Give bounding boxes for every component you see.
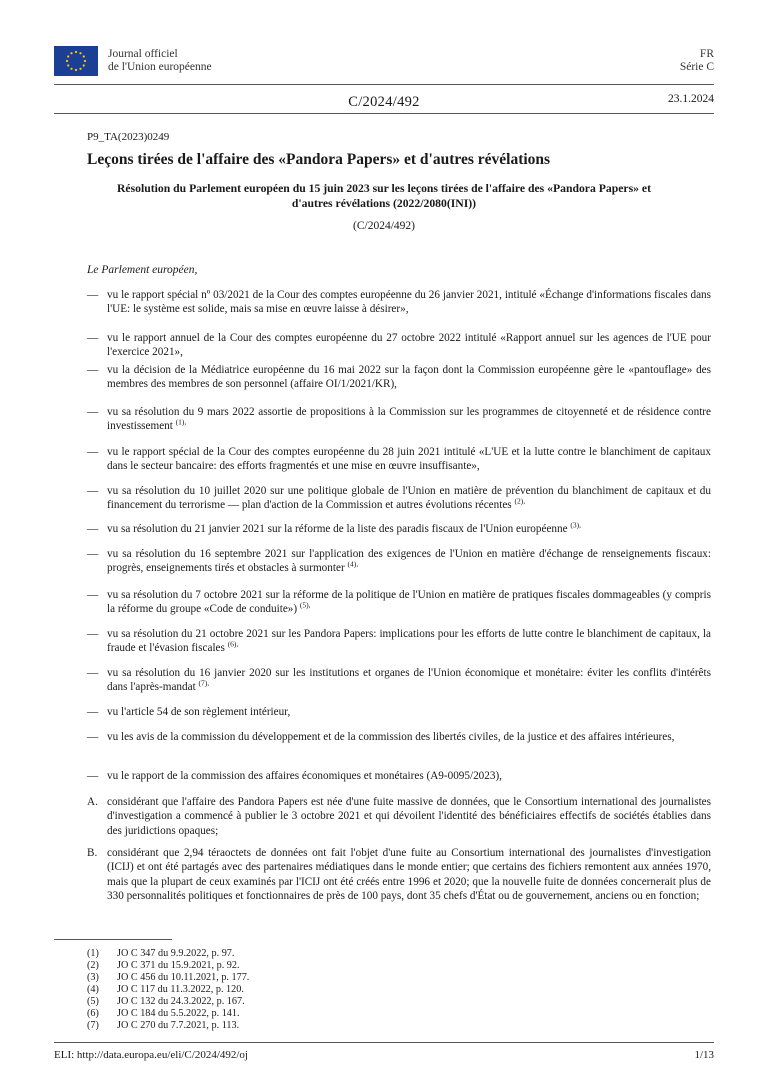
language-series [680,48,714,74]
journal-line1: Journal officiel [108,48,178,60]
publication-date: 23.1.2024 [668,93,714,105]
flag-star [67,64,69,66]
footer-rule [54,1042,714,1043]
eli-link[interactable]: ELI: http://data.europa.eu/eli/C/2024/492/oj [54,1049,248,1061]
footnote-separator [54,939,172,940]
header-rule-bottom [54,113,714,114]
document-reference: C/2024/492 [348,94,420,110]
flag-star [83,55,85,57]
citation-item: — vu le rapport annuel de la Cour des comptes européenne du 27 octobre 2022 intitulé «Rapport annuel sur les agences de l'UE pour l'exercice 2021», [87,332,711,359]
citation-item: — vu sa résolution du 21 janvier 2021 sur la réforme de la liste des paradis fiscaux de l'Union européenne $^{(3),}$ [87,520,581,535]
flag-star [70,52,72,54]
flag-star [75,51,77,53]
citation-item: — vu sa résolution du 16 janvier 2020 sur les institutions et organes de l'Union économique et monétaire: éviter les conflits d'intérêts dans l'après-mandat $^{(7),}$ [87,667,711,694]
flag-star [79,68,81,70]
journal-line2: de l'Union européenne [108,61,212,73]
citation-item: — vu sa résolution du 21 octobre 2021 sur les Pandora Papers: implications pour les efforts de lutte contre le blanchiment de capitaux, la fraude et l'évasion fiscales $^{(6),}$ [87,628,711,655]
flag-star [83,64,85,66]
citation-item: — vu la décision de la Médiatrice européenne du 16 mai 2022 sur la façon dont la Commission européenne gère le «pantouflage» des membres des membres de son personnel (affaire OI/1/2021/KR), [87,364,711,391]
page-number: 1/13 [694,1049,714,1061]
footnote: (3) JO C 456 du 10.11.2021, p. 177. [87,972,250,983]
flag-star [70,68,72,70]
citation-item: — vu l'article 54 de son règlement intérieur, [87,706,291,718]
citation-item: — vu le rapport spécial nº 03/2021 de la Cour des comptes européenne du 26 janvier 2021, intitulé «Échange d'informations fiscales dans l'UE: le système est solide, mais sa mise en œuvre laisse à désirer», [87,289,711,316]
recital-item: B. considérant que 2,94 téraoctets de données ont fait l'objet d'une fuite au Consortium international des journalistes d'investigation (ICIJ) et ont été partagés avec des partenaires médiatiques dans le monde entier; que certains des fichiers remontent aux années 1970, mais que la plupart de ceux examinés par l'ICIJ ont été créés entre 1996 et 2020; que la nouvelle fuite de données concernerait plus de 330 personnalités politiques et fonctionnaires de près de 100 pays, dont 35 chefs d'État ou de gouvernement, anciens ou en fonction; [87,847,711,902]
document-subtitle: Résolution du Parlement européen du 15 juin 2023 sur les leçons tirées de l'affaire des «Pandora Papers» et d'autres révélations (2022/2080(INI)) [116,182,652,210]
footnote: (2) JO C 371 du 15.9.2021, p. 92. [87,960,240,971]
citation-item: — vu les avis de la commission du développement et de la commission des libertés civiles, de la justice et des affaires intérieures, [87,731,675,743]
citation-item: — vu le rapport de la commission des affaires économiques et monétaires (A9-0095/2023), [87,770,502,782]
flag-star [84,60,86,62]
eu-flag-icon [54,46,98,76]
citation-item: — vu sa résolution du 16 septembre 2021 sur l'application des exigences de l'Union en matière d'échange de renseignements fiscaux: progrès, enseignements tirés et obstacles à surmonter $^{(4),}$ [87,548,711,575]
flag-star [79,52,81,54]
footnote: (4) JO C 117 du 11.3.2022, p. 120. [87,984,244,995]
footnote: (1) JO C 347 du 9.9.2022, p. 97. [87,948,235,959]
citation-item: — vu sa résolution du 9 mars 2022 assortie de propositions à la Commission sur les programmes de citoyenneté et de résidence contre investissement $^{(1),}$ [87,406,711,433]
recital-item: A. considérant que l'affaire des Pandora Papers est née d'une fuite massive de données, que le Consortium international des journalistes d'investigation a commencé à publier le 3 octobre 2021 et qui dévoilent l'identité des bénéficiaires effectifs de sociétés établies dans des juridictions opaques; [87,796,711,837]
citation-item: — vu sa résolution du 7 octobre 2021 sur la réforme de la politique de l'Union en matière de pratiques fiscales dommageables (y compris la réforme du groupe «Code de conduite») $^{(5),}$ [87,589,711,616]
citation-item: — vu sa résolution du 10 juillet 2020 sur une politique globale de l'Union en matière de prévention du blanchiment de capitaux et du financement du terrorisme — plan d'action de la Commission et autres évolutions récentes $^{(2),}$ [87,485,711,512]
language-code: FR [699,48,714,60]
flag-star [75,69,77,71]
intro-line: Le Parlement européen, [87,264,198,276]
footnote: (7) JO C 270 du 7.7.2021, p. 113. [87,1020,240,1031]
series-label: Série C [679,61,714,73]
flag-star [66,60,68,62]
footnote: (5) JO C 132 du 24.3.2022, p. 167. [87,996,245,1007]
footnote: (6) JO C 184 du 5.5.2022, p. 141. [87,1008,240,1019]
journal-name [108,48,212,74]
document-title: Leçons tirées de l'affaire des «Pandora Papers» et d'autres révélations [87,151,551,168]
header-rule [54,84,714,85]
procedure-number: P9_TA(2023)0249 [87,131,170,143]
citation-item: — vu le rapport spécial de la Cour des comptes européenne du 28 juin 2021 intitulé «L'UE et la lutte contre le blanchiment de capitaux dans le secteur bancaire: des efforts fragmentés et une mise en œuvre insuffisante», [87,446,711,473]
flag-star [67,55,69,57]
document-subreference: (C/2024/492) [353,220,415,232]
